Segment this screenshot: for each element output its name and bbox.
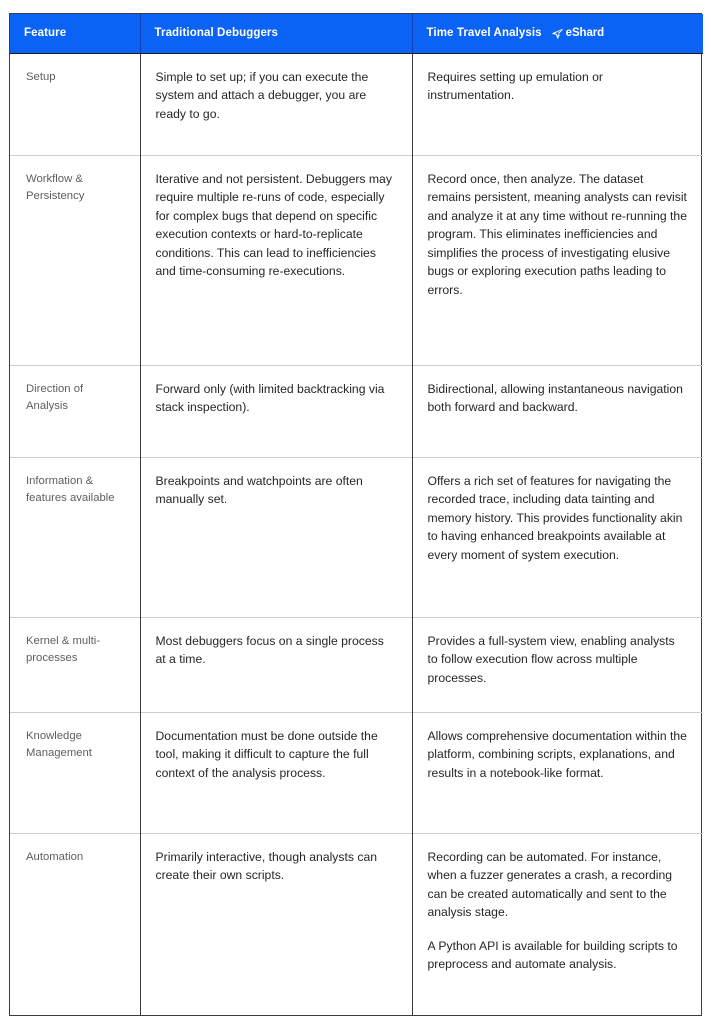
cell-paragraph: Iterative and not persistent. Debuggers may require multiple re-runs of code, especially for complex bugs that depend on specific execution contexts or hard-to-replicate conditions. This can lead to inefficiencies and time-consuming re-executions. <box>155 171 392 279</box>
row-feature-label: Direction of Analysis <box>10 365 140 457</box>
table-row <box>10 155 703 365</box>
table-row <box>10 53 703 155</box>
table-body <box>10 53 703 1016</box>
cell-paragraph: Offers a rich set of features for navigating the recorded trace, including data tainting and memory history. This provides functionality akin to having enhanced breakpoints available at every moment of system execution. <box>427 473 683 562</box>
row-timetravel-cell <box>412 53 703 155</box>
table-header <box>10 14 703 53</box>
column-header-feature <box>10 14 140 53</box>
table-row <box>10 833 703 1016</box>
comparison-table <box>10 14 703 1016</box>
row-traditional-cell <box>140 155 412 365</box>
row-timetravel-cell <box>412 617 703 712</box>
row-traditional-cell <box>140 365 412 457</box>
table-row <box>10 712 703 833</box>
cell-paragraph: Provides a full-system view, enabling analysts to follow execution flow across multiple processes. <box>427 633 675 685</box>
row-feature-label: Automation <box>10 833 140 1016</box>
cell-paragraph: Primarily interactive, though analysts can create their own scripts. <box>155 849 378 883</box>
row-traditional-cell <box>140 457 412 617</box>
row-feature-label: Information & features available <box>10 457 140 617</box>
column-header-traditional-debuggers-label: Traditional Debuggers <box>154 27 279 40</box>
row-timetravel-cell <box>412 155 703 365</box>
table-header-row <box>10 14 703 53</box>
row-traditional-cell <box>140 617 412 712</box>
cell-paragraph: Forward only (with limited backtracking via stack inspection). <box>155 381 385 415</box>
table-row <box>10 457 703 617</box>
cell-paragraph: Simple to set up; if you can execute the system and attach a debugger, you are ready to go. <box>155 69 369 121</box>
row-feature-label: Kernel & multi-processes <box>10 617 140 712</box>
eshard-brand-name: eShard <box>565 27 605 40</box>
row-feature-label: Knowledge Management <box>10 712 140 833</box>
column-header-feature-label: Feature <box>24 27 67 40</box>
row-timetravel-cell <box>412 712 703 833</box>
cell-paragraph: Documentation must be done outside the tool, making it difficult to capture the full context of the analysis process. <box>155 728 378 780</box>
row-traditional-cell <box>140 833 412 1016</box>
row-timetravel-cell <box>412 833 703 1016</box>
cell-paragraph: Record once, then analyze. The dataset remains persistent, meaning analysts can revisit and analyze it at any time without re-running the program. This eliminates inefficiencies and simplifies the process of investigating elusive bugs or exploring execution paths leading to errors. <box>427 171 687 297</box>
cell-paragraph: Recording can be automated. For instance, when a fuzzer generates a crash, a recording can be created automatically and sent to the analysis stage. <box>427 849 673 920</box>
table-row <box>10 365 703 457</box>
row-feature-label: Workflow & Persistency <box>10 155 140 365</box>
column-header-traditional-debuggers <box>140 14 412 53</box>
eshard-logo <box>551 27 604 40</box>
row-feature-label: Setup <box>10 53 140 155</box>
cell-paragraph: Allows comprehensive documentation within the platform, combining scripts, explanations, and results in a notebook-like format. <box>427 728 687 780</box>
cell-paragraph: Bidirectional, allowing instantaneous navigation both forward and backward. <box>427 381 683 415</box>
comparison-table-container <box>9 13 702 1016</box>
eshard-arrow-logo-icon <box>551 27 564 40</box>
column-header-time-travel-analysis <box>412 14 703 53</box>
row-timetravel-cell <box>412 365 703 457</box>
cell-paragraph: A Python API is available for building scripts to preprocess and automate analysis. <box>427 938 678 972</box>
row-traditional-cell <box>140 53 412 155</box>
column-header-time-travel-analysis-label: Time Travel Analysis <box>426 27 542 40</box>
cell-paragraph: Most debuggers focus on a single process at a time. <box>155 633 384 667</box>
table-row <box>10 617 703 712</box>
row-traditional-cell <box>140 712 412 833</box>
cell-paragraph: Breakpoints and watchpoints are often manually set. <box>155 473 363 507</box>
row-timetravel-cell <box>412 457 703 617</box>
cell-paragraph: Requires setting up emulation or instrumentation. <box>427 69 603 103</box>
